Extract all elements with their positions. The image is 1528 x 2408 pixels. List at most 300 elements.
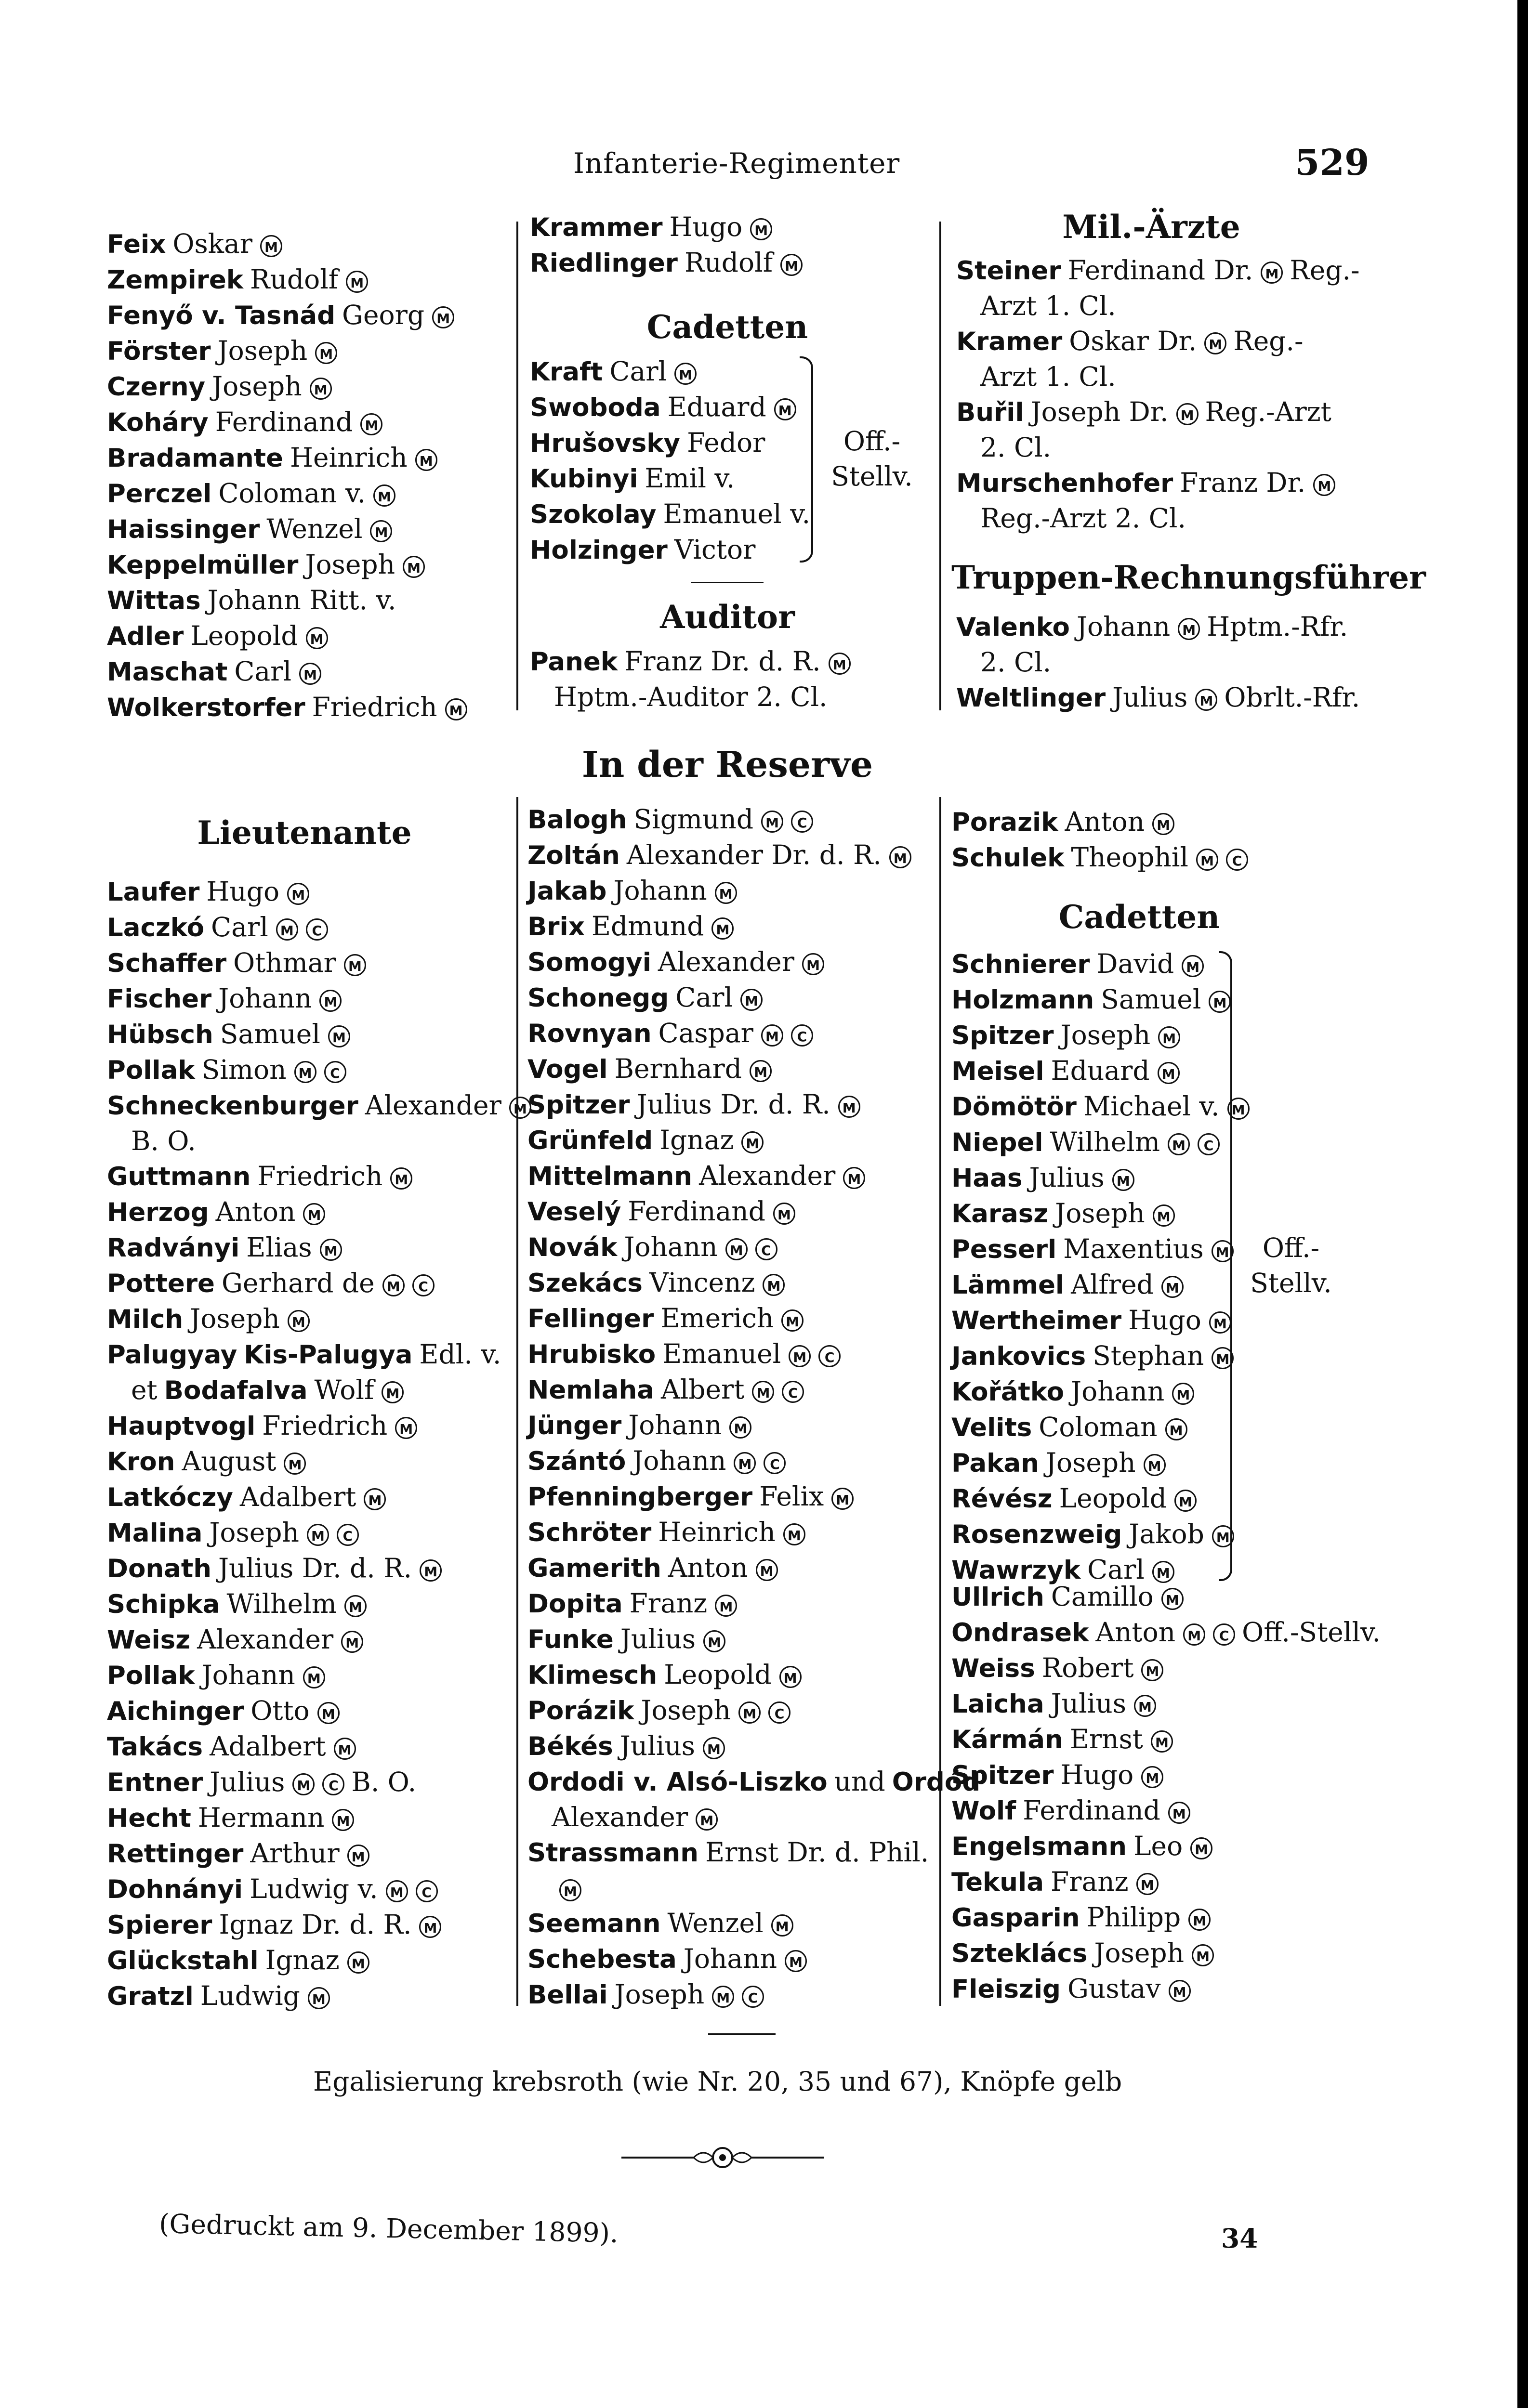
surname: Szteklács <box>951 1939 1088 1968</box>
column-divider <box>939 222 941 710</box>
surname: Czerny <box>107 372 206 402</box>
c-circle-icon: C <box>412 1274 435 1296</box>
surname: Grünfeld <box>527 1126 653 1155</box>
continuation-text: B. O. <box>131 1125 196 1156</box>
column-divider <box>939 797 941 2006</box>
list-item <box>956 394 1361 430</box>
m-circle-icon: M <box>1192 1944 1214 1966</box>
m-circle-icon: M <box>774 398 796 420</box>
m-circle-icon: M <box>334 1738 356 1760</box>
column-divider <box>516 222 518 710</box>
list-item <box>527 1194 937 1230</box>
surname: Schaffer <box>107 949 227 978</box>
surname: Kramer <box>956 327 1063 356</box>
given-name: Eduard <box>667 392 766 422</box>
list-item <box>107 1159 512 1194</box>
surname: Laicha <box>951 1689 1044 1719</box>
c-circle-icon: C <box>791 811 813 833</box>
given-name: Leopold <box>664 1659 772 1690</box>
list-item <box>107 1871 512 1907</box>
surname: Veselý <box>527 1197 621 1227</box>
list-item <box>527 802 937 838</box>
footer-rule <box>708 2033 776 2035</box>
list-item <box>107 654 502 690</box>
given-name: Vincenz <box>649 1267 755 1298</box>
surname: Haissinger <box>107 515 260 544</box>
surname: Novák <box>527 1233 618 1262</box>
column-1-top <box>107 226 502 725</box>
list-item <box>527 1515 937 1550</box>
list-item <box>527 1051 937 1087</box>
list-item <box>951 804 1361 840</box>
list-item <box>951 1650 1361 1686</box>
m-circle-icon: M <box>346 271 368 293</box>
list-item <box>107 369 502 405</box>
list-item <box>951 1722 1361 1757</box>
given-name: Carl <box>1087 1554 1145 1585</box>
m-circle-icon: M <box>1183 1623 1205 1646</box>
m-circle-icon: M <box>419 1916 441 1938</box>
m-circle-icon: M <box>773 1203 795 1225</box>
given-name: Ignaz <box>659 1125 734 1155</box>
m-circle-icon: M <box>1204 332 1226 354</box>
surname: Rovnyan <box>527 1019 652 1048</box>
c-circle-icon: C <box>416 1880 438 1902</box>
list-item <box>107 226 502 262</box>
m-circle-icon: M <box>1161 1276 1184 1298</box>
given-name: Othmar <box>233 947 336 978</box>
list-item-continuation <box>107 1124 512 1159</box>
m-circle-icon: M <box>559 1879 581 1901</box>
m-circle-icon: M <box>838 1096 860 1118</box>
surname: Hrubisko <box>527 1340 656 1369</box>
list-item <box>951 1971 1361 2007</box>
list-item <box>951 1445 1332 1481</box>
given-name: Ludwig v. <box>250 1873 378 1904</box>
surname: Békés <box>527 1732 613 1761</box>
header-title: Infanterie-Regimenter <box>573 147 900 180</box>
cadetten-reserve-note <box>1243 1230 1339 1301</box>
m-circle-icon: M <box>1172 1383 1194 1405</box>
list-item <box>951 1864 1361 1900</box>
surname: Szokolay <box>530 500 657 529</box>
c-circle-icon: C <box>818 1345 841 1367</box>
surname: Pesserl <box>951 1235 1057 1264</box>
list-item <box>527 1408 937 1443</box>
section-rule <box>691 582 764 583</box>
continuation-text: 2. Cl. <box>980 647 1052 678</box>
surname: Schonegg <box>527 983 669 1013</box>
given-name: Hugo <box>669 211 743 242</box>
list-item <box>107 1515 512 1551</box>
surname: Takács <box>107 1732 203 1762</box>
m-circle-icon: M <box>347 1951 369 1974</box>
rank-suffix: B. O. <box>351 1767 417 1797</box>
brace <box>1219 951 1232 1581</box>
surname: Mittelmann <box>527 1162 693 1191</box>
given-name: Franz Dr. <box>1180 467 1306 498</box>
reserve-column-2 <box>527 802 981 2013</box>
given-name: Alfred <box>1071 1269 1154 1300</box>
given-name: Joseph <box>217 335 308 366</box>
surname: Strassmann <box>527 1838 698 1868</box>
surname: Pfenningberger <box>527 1482 753 1512</box>
m-circle-icon: M <box>1168 1802 1190 1824</box>
given-name: Johann <box>683 1943 777 1974</box>
list-item <box>527 1835 937 1871</box>
given-name: Arthur <box>250 1838 340 1869</box>
list-item <box>107 1017 512 1052</box>
m-circle-icon: M <box>829 653 851 675</box>
list-item <box>527 980 937 1016</box>
given-name: Alexander <box>197 1624 334 1655</box>
given-name: Sigmund <box>633 804 754 835</box>
given-name: Julius Dr. d. R. <box>636 1089 830 1120</box>
c-circle-icon: C <box>1226 849 1248 871</box>
m-circle-icon: M <box>1182 955 1204 977</box>
m-circle-icon: M <box>509 1097 531 1119</box>
list-item <box>530 390 896 425</box>
list-item-continuation <box>956 430 1361 465</box>
list-item <box>107 1943 512 1978</box>
m-circle-icon: M <box>287 883 309 905</box>
given-name: Julius <box>1051 1688 1126 1719</box>
m-circle-icon: M <box>319 990 342 1012</box>
surname: Niepel <box>951 1128 1043 1157</box>
surname: Aichinger <box>107 1697 244 1726</box>
m-circle-icon: M <box>1165 1418 1187 1440</box>
surname: Somogyi <box>527 948 651 977</box>
surname: Wittas <box>107 586 201 615</box>
m-circle-icon: M <box>738 1701 761 1724</box>
list-item <box>107 1907 512 1943</box>
surname: Kron <box>107 1447 175 1477</box>
given-name: Leopold <box>1059 1483 1167 1514</box>
m-circle-icon: M <box>785 1950 807 1972</box>
c-circle-icon: C <box>1213 1623 1235 1646</box>
surname: Murschenhofer <box>956 469 1173 498</box>
m-circle-icon: M <box>750 1060 772 1082</box>
c-circle-icon: C <box>782 1381 804 1403</box>
mil-aerzte-heading: Mil.-Ärzte <box>1062 208 1240 246</box>
cadetten-heading: Cadetten <box>646 308 808 346</box>
surname: Swoboda <box>530 393 661 422</box>
reserve-column-3-top <box>951 804 1361 876</box>
surname: Milch <box>107 1305 184 1334</box>
list-item <box>530 245 930 281</box>
surname: Keppelmüller <box>107 550 299 580</box>
list-item <box>107 874 512 910</box>
given-name: Felix <box>759 1481 824 1512</box>
m-circle-icon: M <box>789 1345 811 1367</box>
reserve-heading: In der Reserve <box>581 744 873 785</box>
surname: Gamerith <box>527 1554 661 1583</box>
list-item <box>107 405 502 440</box>
m-circle-icon: M <box>1212 1240 1234 1262</box>
surname: Donath <box>107 1554 211 1584</box>
surname: Latkóczy <box>107 1483 233 1512</box>
list-item <box>107 1301 512 1337</box>
given-name: Hugo <box>1128 1305 1201 1335</box>
surname: Schulek <box>951 843 1065 873</box>
continuation-text: Wolf <box>314 1374 374 1405</box>
list-item <box>527 1443 937 1479</box>
given-name: Joseph <box>209 1517 299 1548</box>
given-name: Caspar <box>658 1018 753 1048</box>
given-name: Carl <box>609 356 667 387</box>
m-circle-icon: M <box>1178 618 1200 640</box>
m-circle-icon: M <box>1212 1347 1234 1369</box>
list-item <box>956 680 1361 716</box>
given-name: Julius <box>210 1767 285 1797</box>
list-item <box>107 981 512 1017</box>
given-name: Otto <box>250 1695 310 1726</box>
given-name: Emil v. <box>645 463 735 494</box>
list-item <box>527 944 937 980</box>
list-item <box>107 511 502 547</box>
m-circle-icon: M <box>341 1631 363 1653</box>
m-circle-icon: M <box>292 1773 315 1795</box>
given-name: Wilhelm <box>1050 1126 1160 1157</box>
surname: Weltlinger <box>956 683 1106 713</box>
surname: Zoltán <box>527 841 620 870</box>
given-name: Anton <box>668 1552 748 1583</box>
surname: Kubinyi <box>530 464 638 494</box>
m-circle-icon: M <box>831 1488 854 1510</box>
auditor-entry <box>530 644 935 715</box>
given-name: Franz <box>629 1588 708 1619</box>
m-circle-icon: M <box>373 484 395 507</box>
m-circle-icon: M <box>725 1238 748 1260</box>
given-name: Ferdinand <box>215 406 353 437</box>
surname: Funke <box>527 1625 614 1654</box>
surname: Förster <box>107 337 211 366</box>
list-item <box>107 1622 512 1658</box>
list-item <box>951 1900 1361 1936</box>
given-name: Friedrich <box>257 1161 383 1191</box>
m-circle-icon: M <box>740 989 763 1011</box>
m-circle-icon: M <box>1152 813 1174 835</box>
given-name: Johann <box>1071 1376 1165 1407</box>
list-item <box>527 1764 981 1800</box>
m-circle-icon: M <box>761 1024 783 1047</box>
m-circle-icon: M <box>1158 1026 1180 1048</box>
m-circle-icon: M <box>1112 1169 1134 1191</box>
m-circle-icon: M <box>260 235 282 257</box>
m-circle-icon: M <box>734 1452 756 1474</box>
surname: Révész <box>951 1484 1053 1514</box>
list-item <box>527 1158 937 1194</box>
m-circle-icon: M <box>779 1666 802 1688</box>
list-item <box>527 1622 937 1657</box>
given-name: Johann <box>628 1410 722 1440</box>
surname: Adler <box>107 622 184 651</box>
m-circle-icon: M <box>1313 474 1335 496</box>
surname-part: Ordód <box>892 1767 981 1797</box>
given-name: Bernhard <box>614 1053 742 1084</box>
m-circle-icon: M <box>712 1986 734 2008</box>
surname: Wawrzyk <box>951 1556 1081 1585</box>
surname: Karasz <box>951 1199 1049 1229</box>
given-name: Ernst Dr. d. Phil. <box>705 1837 929 1868</box>
list-item <box>107 298 502 333</box>
given-name: Oskar <box>172 228 253 259</box>
m-circle-icon: M <box>307 1524 329 1546</box>
truppen-list <box>956 609 1361 716</box>
surname: Riedlinger <box>530 249 678 278</box>
surname: Guttmann <box>107 1162 251 1191</box>
m-circle-icon: M <box>320 1239 342 1261</box>
given-name: Edmund <box>591 911 704 942</box>
given-name: Rudolf <box>684 247 773 278</box>
given-name: Franz <box>1050 1866 1129 1897</box>
given-name: Joseph <box>212 371 302 402</box>
given-name: Samuel <box>1101 984 1201 1015</box>
surname: Balogh <box>527 805 627 835</box>
m-circle-icon: M <box>889 846 911 868</box>
list-item <box>527 1550 937 1586</box>
list-item <box>527 1728 937 1764</box>
list-item <box>530 497 896 532</box>
surname: Jünger <box>527 1411 622 1440</box>
surname: Pollak <box>107 1056 195 1085</box>
list-item <box>527 1479 937 1515</box>
given-name: Elias <box>246 1232 312 1263</box>
given-name: Alexander <box>699 1160 836 1191</box>
surname: Seemann <box>527 1909 661 1938</box>
m-circle-icon: M <box>288 1310 310 1332</box>
given-name: Coloman <box>1039 1412 1158 1442</box>
given-name: Ferdinand <box>1023 1795 1160 1826</box>
m-circle-icon: M <box>1209 1311 1231 1334</box>
surname: Pollak <box>107 1661 195 1690</box>
m-circle-icon: M <box>299 663 321 685</box>
surname: Spitzer <box>951 1021 1054 1050</box>
auditor-heading: Auditor <box>660 598 795 636</box>
surname: Steiner <box>956 256 1061 286</box>
given-name: Wenzel <box>266 513 363 544</box>
given-name: Julius <box>1029 1162 1105 1193</box>
lieutenante-heading: Lieutenante <box>197 814 412 851</box>
mil-aerzte-list <box>956 253 1361 536</box>
surname: Radványi <box>107 1233 240 1263</box>
surname: Dopita <box>527 1589 623 1619</box>
list-item <box>527 1586 937 1622</box>
m-circle-icon: M <box>347 1845 369 1867</box>
m-circle-icon: M <box>370 520 392 542</box>
given-name: Heinrich <box>658 1517 776 1547</box>
given-name: Philipp <box>1086 1902 1181 1933</box>
given-name: Johann <box>218 983 312 1014</box>
m-circle-icon: M <box>364 1488 386 1510</box>
surname: Ordodi v. Alsó-Liszko <box>527 1767 828 1797</box>
surname: Tekula <box>951 1868 1044 1897</box>
surname: Laczkó <box>107 913 205 942</box>
surname: Fellinger <box>527 1304 654 1334</box>
given-name: Friedrich <box>262 1410 388 1441</box>
m-circle-icon: M <box>315 342 337 364</box>
given-name: Julius <box>1112 682 1188 713</box>
given-name: Alexander <box>365 1090 501 1121</box>
surname: Schnierer <box>951 950 1090 979</box>
list-item <box>956 253 1361 288</box>
continuation-text: Alexander <box>552 1802 688 1832</box>
m-circle-icon: M <box>703 1737 725 1759</box>
m-circle-icon: M <box>843 1167 865 1189</box>
note-line: Off.- <box>1262 1232 1320 1263</box>
surname: Feix <box>107 230 166 259</box>
c-circle-icon: C <box>791 1024 813 1047</box>
list-item <box>951 1053 1332 1089</box>
given-name: Eduard <box>1051 1055 1150 1086</box>
list-item <box>951 1338 1332 1374</box>
list-item <box>951 1686 1361 1722</box>
surname: Jakab <box>527 877 607 906</box>
given-name: Hugo <box>206 876 280 907</box>
surname: Rosenzweig <box>951 1520 1122 1549</box>
given-name: Joseph Dr. <box>1030 396 1169 427</box>
page-number: 529 <box>1295 142 1370 183</box>
given-name: Stephan <box>1093 1340 1204 1371</box>
m-circle-icon: M <box>1190 1837 1212 1859</box>
m-circle-icon: M <box>403 556 425 578</box>
given-name: Jakob <box>1129 1518 1204 1549</box>
list-item-continuation <box>527 1871 937 1906</box>
surname: Spitzer <box>527 1090 630 1120</box>
lieutenante-list <box>107 874 527 2014</box>
m-circle-icon: M <box>420 1559 442 1582</box>
given-name: Johann <box>201 1660 295 1690</box>
surname: Glückstahl <box>107 1946 259 1976</box>
list-item <box>956 324 1361 359</box>
list-item <box>107 333 502 369</box>
m-circle-icon: M <box>1152 1561 1174 1583</box>
surname: Schröter <box>527 1518 652 1547</box>
list-item <box>951 1615 1381 1650</box>
note-line: Stellv. <box>831 461 913 492</box>
surname: Dohnányi <box>107 1875 243 1904</box>
list-item <box>107 690 502 725</box>
surname: Pakan <box>951 1449 1039 1478</box>
given-name: Julius Dr. d. R. <box>218 1553 412 1584</box>
note-line: Off.- <box>843 426 901 457</box>
list-item <box>107 1052 512 1088</box>
m-circle-icon: M <box>1188 1909 1211 1931</box>
given-name: Johann <box>624 1231 718 1262</box>
m-circle-icon: M <box>771 1914 793 1937</box>
list-item <box>527 1016 937 1051</box>
given-name: Victor <box>674 534 756 565</box>
m-circle-icon: M <box>696 1808 718 1831</box>
rank-text: Hptm.-Auditor 2. Cl. <box>554 681 828 712</box>
rank-suffix: Reg.-Arzt <box>1205 396 1331 427</box>
given-name: Carl <box>234 656 292 687</box>
list-item <box>530 644 935 680</box>
surname: Porazik <box>951 808 1058 837</box>
m-circle-icon: M <box>386 1880 408 1902</box>
m-circle-icon: M <box>1136 1873 1159 1895</box>
given-name: Joseph <box>1060 1020 1151 1050</box>
given-name: Hermann <box>198 1802 325 1833</box>
m-circle-icon: M <box>1151 1730 1173 1753</box>
list-item <box>527 909 937 944</box>
m-circle-icon: M <box>432 306 454 328</box>
surname: Weisz <box>107 1625 191 1655</box>
given-name: Edl. v. <box>419 1339 501 1370</box>
rank-suffix: Reg.- <box>1233 326 1304 356</box>
list-item <box>951 1410 1332 1445</box>
c-circle-icon: C <box>742 1986 764 2008</box>
